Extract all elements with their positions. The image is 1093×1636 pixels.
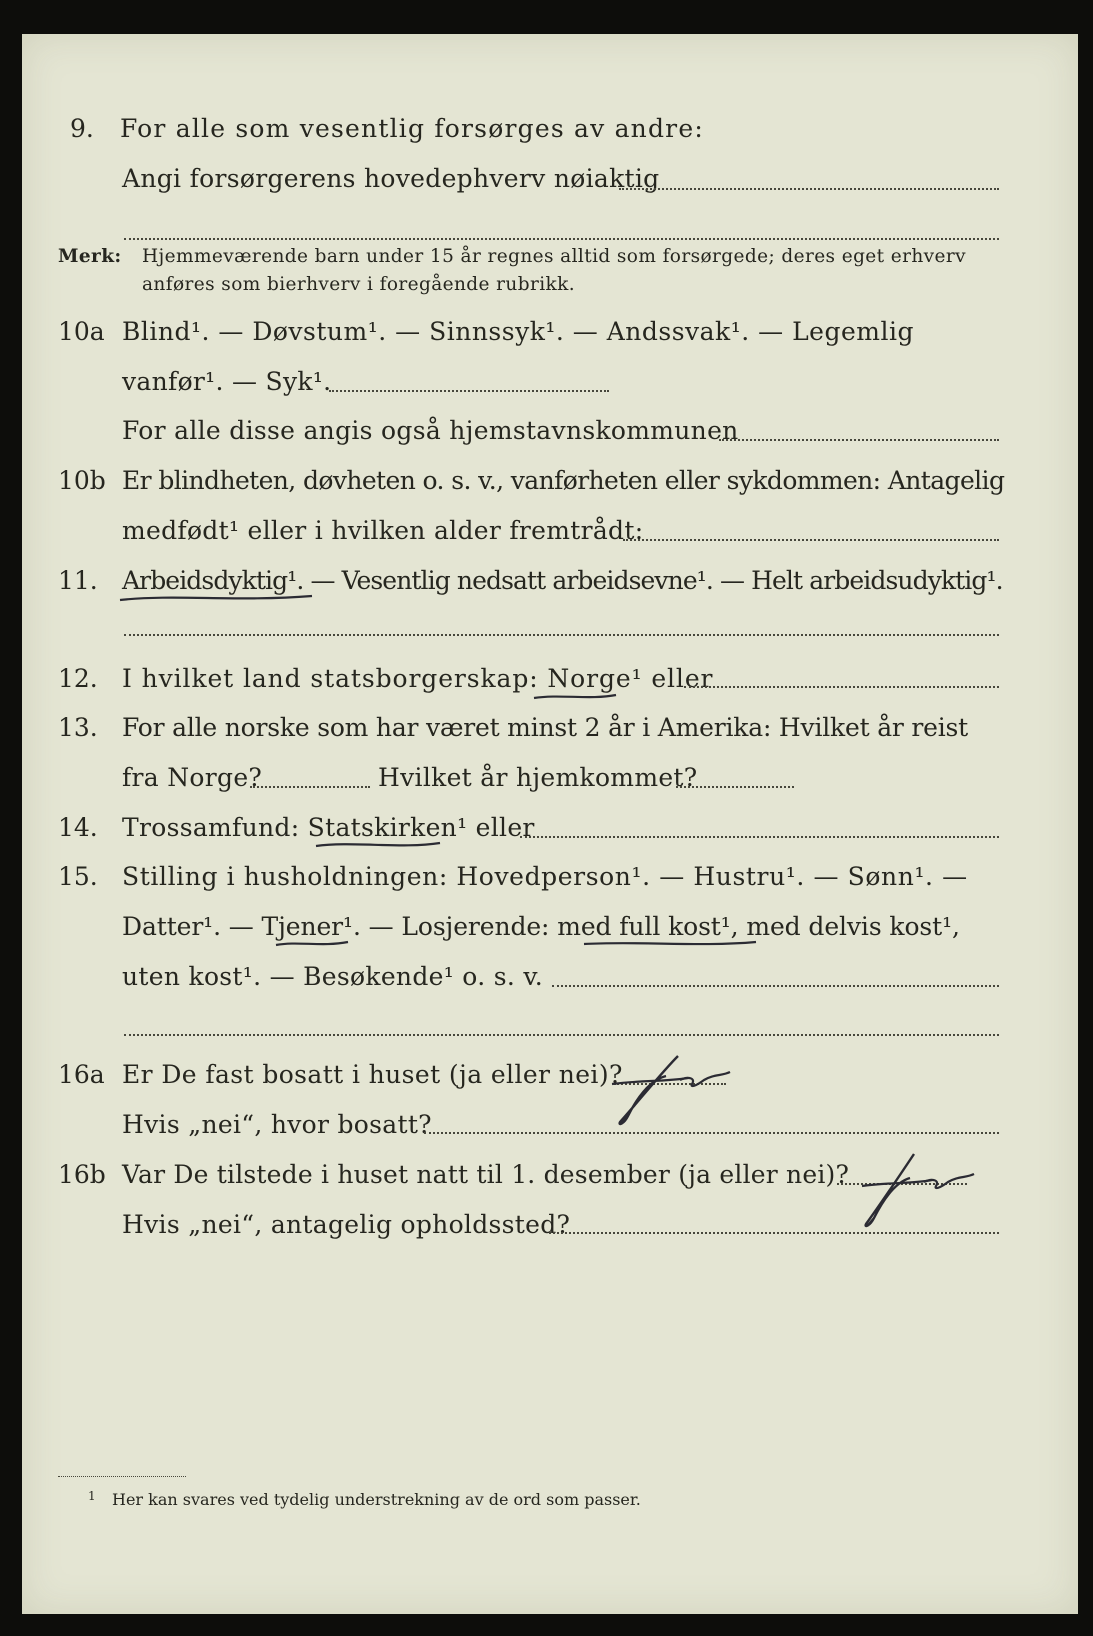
q10a-text-line1: Blind¹. — Døvstum¹. — Sinnssyk¹. — Andssvak¹. — Legemlig bbox=[122, 317, 914, 346]
q10b-text-line1: Er blindheten, døvheten o. s. v., vanførheten eller sykdommen: Antagelig bbox=[122, 466, 1005, 495]
q16a-text-line2: Hvis „nei“, hvor bosatt? bbox=[122, 1110, 432, 1139]
q10b-text-line2: medfødt¹ eller i hvilken alder fremtrådt: bbox=[122, 516, 644, 545]
q15-number: 15. bbox=[58, 862, 98, 891]
q16b-number: 16b bbox=[58, 1160, 106, 1189]
q12-text-line1: I hvilket land statsborgerskap: Norge¹ eller bbox=[122, 664, 714, 693]
q16a-handwritten-answer bbox=[592, 1050, 742, 1130]
q10a-text-line2: vanfør¹. — Syk¹. bbox=[122, 367, 332, 396]
q12-number: 12. bbox=[58, 664, 98, 693]
q14-number: 14. bbox=[58, 813, 98, 842]
q15-text-line2: Datter¹. — Tjener¹. — Losjerende: med full kost¹, med delvis kost¹, bbox=[122, 912, 960, 941]
q12-answer-line[interactable] bbox=[684, 686, 999, 688]
q11-extra-answer-line[interactable] bbox=[124, 634, 999, 636]
q9-text-line2: Angi forsørgerens hovedерhverv nøiaktig bbox=[122, 164, 660, 193]
q14-answer-line[interactable] bbox=[520, 836, 999, 838]
q15-answer-line[interactable] bbox=[552, 985, 999, 987]
q16b-text-line1: Var De tilstede i huset natt til 1. desember (ja eller nei)? bbox=[122, 1160, 850, 1189]
q16b-opholdssted-answer-line[interactable] bbox=[549, 1232, 999, 1234]
tjener-underline-mark bbox=[272, 936, 352, 952]
q10b-number: 10b bbox=[58, 466, 106, 495]
q10b-answer-line[interactable] bbox=[623, 539, 999, 541]
q16b-handwritten-answer bbox=[852, 1150, 1002, 1232]
q16b-text-line2: Hvis „nei“, antagelig opholdssted? bbox=[122, 1210, 571, 1239]
q16a-text-line1: Er De fast bosatt i huset (ja eller nei)? bbox=[122, 1060, 623, 1089]
q9-text-line1: For alle som vesentlig forsørges av andre: bbox=[120, 114, 704, 143]
q11-text-line1: Arbeidsdyktig¹. — Vesentlig nedsatt arbeidsevne¹. — Helt arbeidsudyktig¹. bbox=[122, 566, 1003, 595]
q16a-bosatt-answer-line[interactable] bbox=[424, 1132, 999, 1134]
q10a-text-line3: For alle disse angis også hjemstavnskommunen bbox=[122, 416, 739, 445]
med-full-kost-underline-mark bbox=[580, 936, 760, 952]
q10a-kommune-line[interactable] bbox=[719, 439, 999, 441]
q16a-number: 16a bbox=[58, 1060, 105, 1089]
q9-number: 9. bbox=[70, 114, 94, 143]
arbeidsdyktig-underline-mark bbox=[116, 590, 316, 606]
q13-reist-answer-line[interactable] bbox=[250, 786, 370, 788]
q10a-number: 10a bbox=[58, 317, 105, 346]
q9-answer-line[interactable] bbox=[619, 188, 999, 190]
q13-text-line2a: fra Norge? bbox=[122, 763, 263, 792]
footnote-mark: 1 bbox=[88, 1489, 96, 1503]
footnote-text: Her kan svares ved tydelig understrekning av de ord som passer. bbox=[112, 1490, 641, 1509]
q15-text-line3: uten kost¹. — Besøkende¹ o. s. v. bbox=[122, 962, 544, 991]
q14-text-line1: Trossamfund: Statskirken¹ eller bbox=[122, 813, 535, 842]
q10a-answer-line[interactable] bbox=[329, 390, 609, 392]
q13-text-line1: For alle norske som har været minst 2 år i Amerika: Hvilket år reist bbox=[122, 713, 969, 742]
q13-number: 13. bbox=[58, 713, 98, 742]
merk-text-line2: anføres som bierhverv i foregående rubrikk. bbox=[142, 274, 576, 295]
q13-text-line2b: Hvilket år hjemkommet? bbox=[378, 763, 698, 792]
q13-hjemkommet-answer-line[interactable] bbox=[676, 786, 794, 788]
statskirken-underline-mark bbox=[312, 837, 444, 853]
q11-number: 11. bbox=[58, 566, 98, 595]
norge-underline-mark bbox=[530, 690, 620, 704]
merk-label: Merk: bbox=[58, 246, 122, 267]
q15-text-line1: Stilling i husholdningen: Hovedperson¹. — Hustru¹. — Sønn¹. — bbox=[122, 862, 968, 891]
footnote-rule bbox=[58, 1476, 186, 1477]
census-form-page bbox=[22, 34, 1078, 1614]
q9-extra-answer-line[interactable] bbox=[124, 238, 999, 240]
merk-text-line1: Hjemmeværende barn under 15 år regnes alltid som forsørgede; deres eget erhverv bbox=[142, 246, 966, 267]
q15-extra-answer-line[interactable] bbox=[124, 1034, 999, 1036]
